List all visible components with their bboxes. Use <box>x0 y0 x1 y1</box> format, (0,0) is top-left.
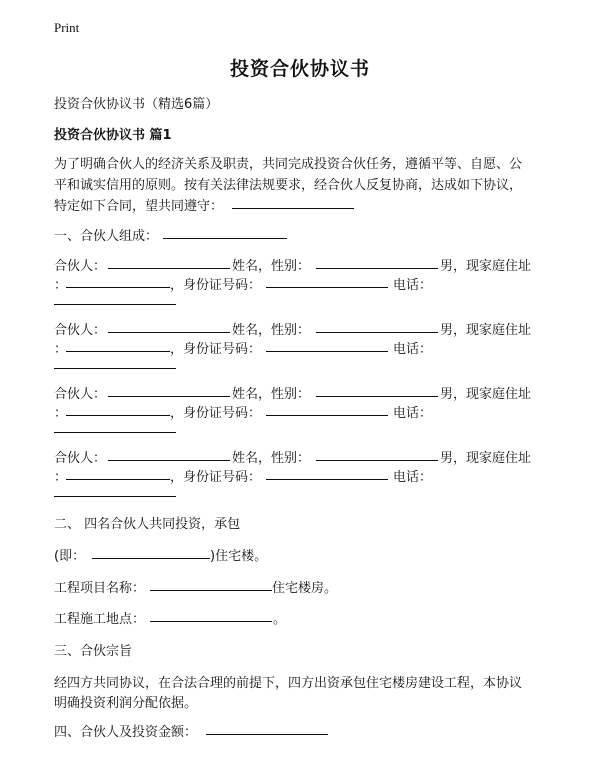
partner-label: 合伙人： <box>54 387 107 402</box>
phone-blank[interactable] <box>54 432 176 433</box>
section-1-heading: 一、合伙人组成： <box>54 229 159 244</box>
section-3-heading: 三、合伙宗旨 <box>54 644 133 659</box>
document-subtitle: 投资合伙协议书（精选6篇） <box>54 97 219 112</box>
male-address-label: 男，现家庭住址 <box>440 259 532 274</box>
section-heading: 投资合伙协议书 篇1 <box>54 128 172 143</box>
project-name-blank[interactable] <box>150 590 272 591</box>
address-colon: ： <box>54 406 68 421</box>
site-blank[interactable] <box>150 621 272 622</box>
male-address-label: 男，现家庭住址 <box>440 451 532 466</box>
name-gender-blank[interactable] <box>316 332 438 333</box>
name-gender-blank[interactable] <box>316 460 438 461</box>
phone-label: 电话： <box>393 470 433 485</box>
id-number-label: ，身份证号码： <box>170 406 262 421</box>
project-name-label: 工程项目名称： <box>54 581 146 596</box>
partner-label: 合伙人： <box>54 451 107 466</box>
phone-blank[interactable] <box>54 304 176 305</box>
document-title: 投资合伙协议书 <box>229 58 370 80</box>
address-blank[interactable] <box>66 479 170 480</box>
id-number-blank[interactable] <box>266 351 388 352</box>
section-3-text-line-2: 明确投资利润分配依据。 <box>54 696 198 711</box>
address-blank[interactable] <box>66 287 170 288</box>
phone-label: 电话： <box>393 406 433 421</box>
phone-label: 电话： <box>393 342 433 357</box>
name-gender-label: 姓名，性别： <box>232 387 311 402</box>
address-blank[interactable] <box>66 351 170 352</box>
partner-blank[interactable] <box>108 460 230 461</box>
id-number-blank[interactable] <box>266 287 388 288</box>
section-3-text-line-1: 经四方共同协议，在合法合理的前提下，四方出资承包住宅楼房建设工程，本协议 <box>54 676 523 691</box>
building-prefix: (即： <box>54 549 86 564</box>
phone-blank[interactable] <box>54 496 176 497</box>
partner-blank[interactable] <box>108 268 230 269</box>
name-gender-label: 姓名，性别： <box>232 451 311 466</box>
partner-label: 合伙人： <box>54 259 107 274</box>
print-label[interactable]: Print <box>54 20 80 35</box>
id-number-blank[interactable] <box>266 479 388 480</box>
investment-blank[interactable] <box>206 734 328 735</box>
section-4-heading: 四、合伙人及投资金额： <box>54 725 198 740</box>
id-number-label: ，身份证号码： <box>170 342 262 357</box>
name-gender-label: 姓名，性别： <box>232 323 311 338</box>
intro-line-1: 为了明确合伙人的经济关系及职责，共同完成投资合伙任务，遵循平等、自愿、公 <box>54 157 523 172</box>
id-number-label: ，身份证号码： <box>170 278 262 293</box>
partner-blank[interactable] <box>108 396 230 397</box>
intro-line-3: 特定如下合同，望共同遵守： <box>54 199 224 214</box>
male-address-label: 男，现家庭住址 <box>440 323 532 338</box>
intro-line-2: 平和诚实信用的原则。按有关法律法规要求，经合伙人反复协商，达成如下协议， <box>54 178 523 193</box>
id-number-blank[interactable] <box>266 415 388 416</box>
project-name-suffix: 住宅楼房。 <box>272 581 338 596</box>
partner-label: 合伙人： <box>54 323 107 338</box>
name-gender-blank[interactable] <box>316 396 438 397</box>
address-colon: ： <box>54 278 68 293</box>
partner-composition-blank[interactable] <box>163 238 287 239</box>
address-blank[interactable] <box>66 415 170 416</box>
site-label: 工程施工地点： <box>54 612 146 627</box>
building-suffix: )住宅楼。 <box>210 549 268 564</box>
phone-label: 电话： <box>393 278 433 293</box>
section-2-heading: 二、 四名合伙人共同投资，承包 <box>54 517 241 532</box>
name-gender-label: 姓名，性别： <box>232 259 311 274</box>
intro-blank[interactable] <box>232 208 354 209</box>
address-colon: ： <box>54 342 68 357</box>
name-gender-blank[interactable] <box>316 268 438 269</box>
phone-blank[interactable] <box>54 368 176 369</box>
partner-blank[interactable] <box>108 332 230 333</box>
id-number-label: ，身份证号码： <box>170 470 262 485</box>
site-suffix: 。 <box>273 612 287 627</box>
building-blank[interactable] <box>92 558 210 559</box>
male-address-label: 男，现家庭住址 <box>440 387 532 402</box>
address-colon: ： <box>54 470 68 485</box>
